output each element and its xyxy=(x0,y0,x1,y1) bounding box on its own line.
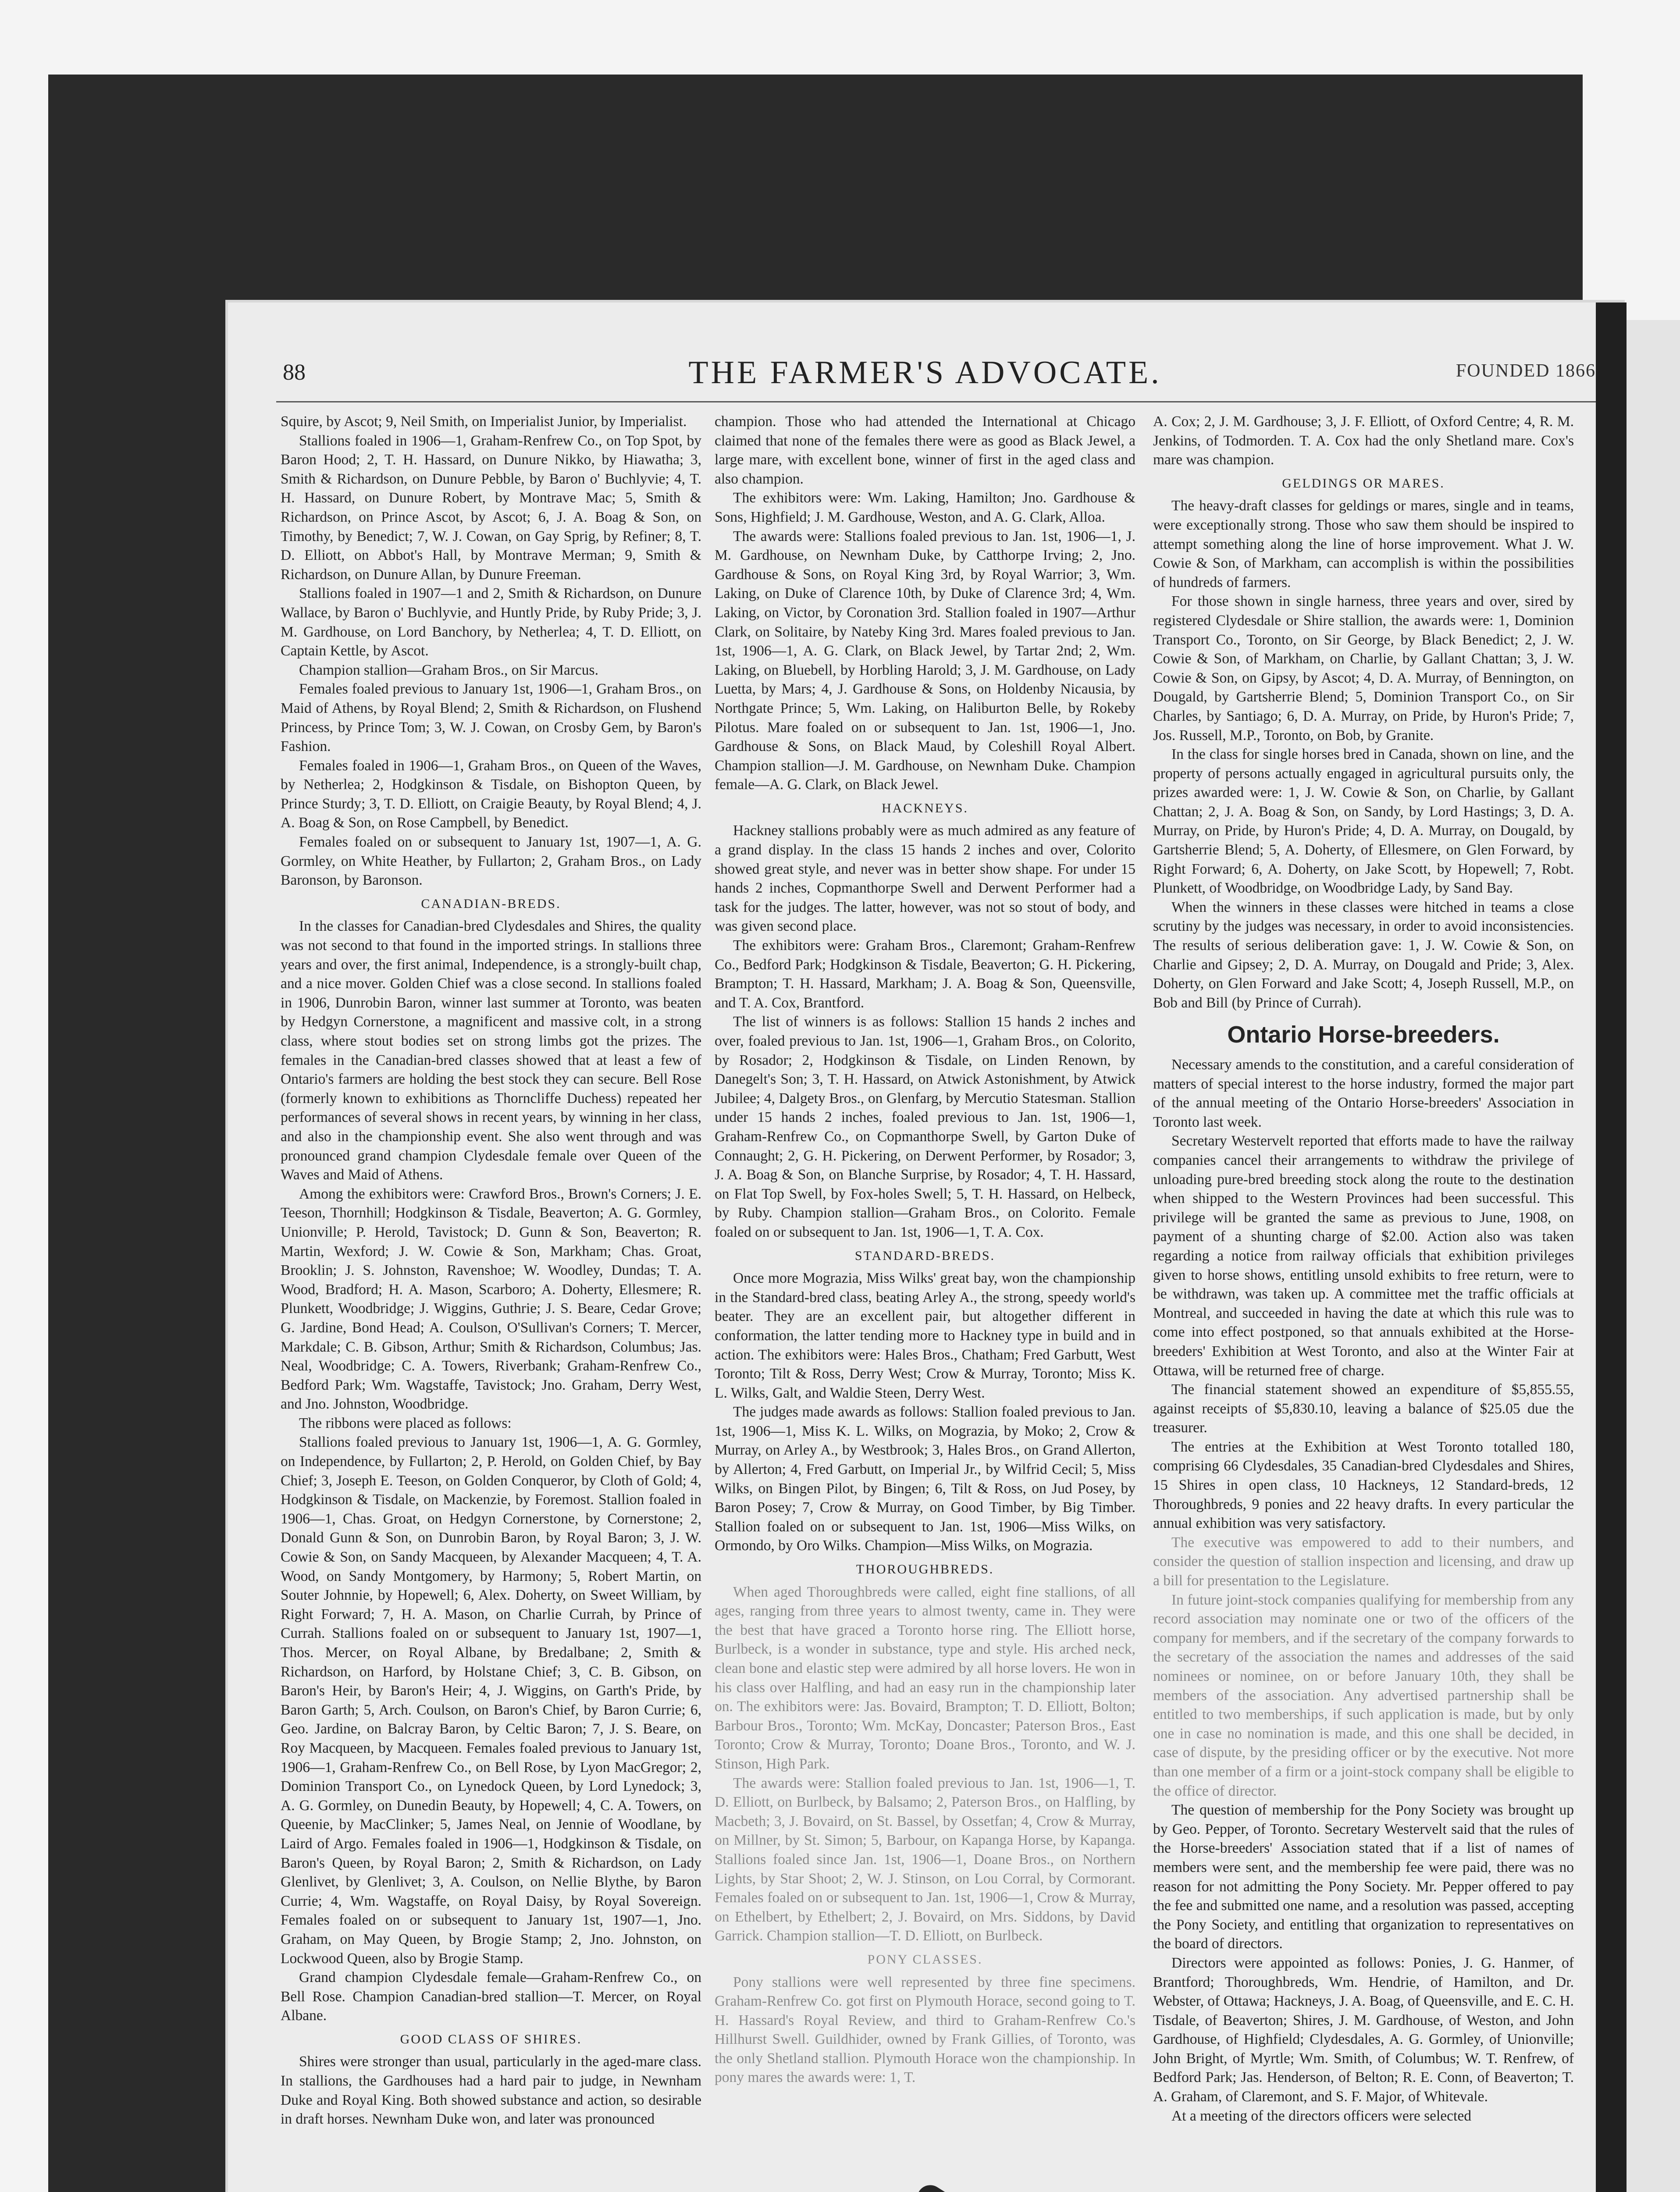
column-2 xyxy=(715,412,1135,2192)
paragraph: The list of winners is as follows: Stallion 15 hands 2 inches and over, foaled previous to Jan. 1st, 1906—1, Graham Bros., on Colorito, by Rosador; 2, Hodgkinson & Tisdale, on Linden Renown, by Danegelt's Son; 3, T. H. Hassard, on Atwick Astonishment, by Atwick Jubilee; 4, Dalgety Bros., on Glenfarg, by Mercutio Statesman. Stallion under 15 hands 2 inches, foaled previous to Jan. 1st, 1906—1, Graham-Renfrew Co., on Copmanthorpe Swell, by Garton Duke of Connaught; 2, G. H. Pickering, on Derwent Performer, by Rosador; 3, J. A. Boag & Son, on Blanche Surprise, by Rosador; 4, T. H. Hassard, on Flat Top Swell, by Fox-holes Swell; 5, T. H. Hassard, on Helbeck, by Ruby. Champion stallion—Graham Bros., on Colorito. Female foaled on or subsequent to Jan. 1st, 1906—1, T. A. Cox. xyxy=(715,1014,1135,1240)
paragraph: The entries at the Exhibition at West Toronto totalled 180, comprising 66 Clydesdales, 35 Canadian-bred Clydesdales and Shires, 15 Shires in open class, 10 Hackneys, 12 Standard-breds, 12 Thoroughbreds, 9 ponies and 22 heavy drafts. In every particular the annual exhibition was very satisfactory. xyxy=(1153,1438,1574,1532)
underlying-page-edge xyxy=(1622,320,1680,2192)
page-number: 88 xyxy=(283,360,306,385)
paragraph: Grand champion Clydesdale female—Graham-Renfrew Co., on Bell Rose. Champion Canadian-bred stallion—T. Mercer, on Royal Albane. xyxy=(281,1969,701,2024)
paragraph: Secretary Westervelt reported that efforts made to have the railway companies cancel their arrangements to withdraw the privilege of unloading pure-bred breeding stock along the route to the destination when shipped to the Western Provinces had been successful. This privilege will be granted the same as previous to June, 1908, on payment of a shunting charge of $2.00. Action also was taken regarding a notice from railway officials that exhibition privileges given to horse shows, entitling unsold exhibits to free return, were to be withdrawn, was taken up. A committee met the traffic officials at Montreal, and succeeded in having the date at which this rule was to come into effect postponed, so that annuals exhibited at the Horse-breeders' Exhibition at West Toronto, and also at the Winter Fair at Ottawa, will be returned free of charge. xyxy=(1153,1133,1574,1379)
section-heading: PONY CLASSES. xyxy=(867,1952,983,1967)
paragraph: When aged Thoroughbreds were called, eight fine stallions, of all ages, ranging from three years to almost twenty, came in. They were the best that have graced a Toronto horse ring. The Elliott horse, Burlbeck, is a wonder in substance, type and style. His arched neck, clean bone and elastic step were admired by all horse lovers. He won in his class over Halfling, and had an easy run in the championship later on. The exhibitors were: Jas. Bovaird, Brampton; T. D. Elliott, Bolton; Barbour Bros., Toronto; Wm. McKay, Doncaster; Paterson Bros., East Toronto; Crow & Murray, Toronto; Doane Bros., Toronto, and W. J. Stinson, High Park. xyxy=(715,1584,1135,1772)
article-headline: Ontario Horse-breeders. xyxy=(1227,1021,1500,1048)
paragraph: The awards were: Stallion foaled previous to Jan. 1st, 1906—1, T. D. Elliott, on Burlbeck, by Balsamo; 2, Paterson Bros., on Halfling, by Macbeth; 3, J. Bovaird, on St. Bassel, by Ossetfan; 4, Crow & Murray, on Millner, by St. Simon; 5, Barbour, on Kapanga Horse, by Kapanga. Stallions foaled since Jan. 1st, 1906—1, Doane Bros., on Northern Lights, by Star Shoot; 2, W. J. Stinson, on Lou Corral, by Cormorant. Females foaled on or subsequent to Jan. 1st, 1906—1, Crow & Murray, on Ethelbert, by Ethelbert; 2, J. Bovaird, on Mrs. Siddons, by David Garrick. Champion stallion—T. D. Elliott, on Burlbeck. xyxy=(715,1775,1135,1944)
paragraph: Pony stallions were well represented by three fine specimens. Graham-Renfrew Co. got first on Plymouth Horace, second going to T. H. Hassard's Royal Review, and third to Graham-Renfrew Co.'s Hillhurst Swell. Guildhider, owned by Frank Gillies, of Toronto, was the only Shetland stallion. Plymouth Horace won the championship. In pony mares the awards were: 1, T. xyxy=(715,1974,1135,2086)
section-heading: GELDINGS OR MARES. xyxy=(1282,476,1445,491)
paragraph: The exhibitors were: Wm. Laking, Hamilton; Jno. Gardhouse & Sons, Highfield; J. M. Gardhouse, Weston, and A. G. Clark, Alloa. xyxy=(715,490,1135,525)
section-heading: CANADIAN-BREDS. xyxy=(421,896,561,911)
paragraph: The awards were: Stallions foaled previous to Jan. 1st, 1906—1, J. M. Gardhouse, on Newnham Duke, by Catthorpe Irving; 2, Jno. Gardhouse & Sons, on Royal King 3rd, by Royal Warrior; 3, Wm. Laking, on Duke of Clarence 10th, by Duke of Clarence 3rd; 4, Wm. Laking, on Victor, by Coronation 3rd. Stallion foaled in 1907—Arthur Clark, on Solitaire, by Nateby King 3rd. Mares foaled previous to Jan. 1st, 1906—1, A. G. Clark, on Black Jewel, by Tartar 2nd; 2, Wm. Laking, on Bluebell, by Horbling Harold; 3, J. M. Gardhouse, on Lady Luetta, by Mars; 4, J. Gardhouse & Sons, on Holdenby Nicausia, by Northgate Prince; 5, Wm. Laking, on Haliburton Belle, by Rokeby Pilotus. Mare foaled on or subsequent to Jan. 1st, 1906—1, Jno. Gardhouse & Sons, on Black Maud, by Coleshill Royal Albert. Champion stallion—J. M. Gardhouse, on Newnham Duke. Champion female—A. G. Clark, on Black Jewel. xyxy=(715,528,1135,793)
paragraph: Females foaled in 1906—1, Graham Bros., on Queen of the Waves, by Netherlea; 2, Hodgkinson & Tisdale, on Bishopton Queen, by Prince Sturdy; 3, T. D. Elliott, on Craigie Beauty, by Royal Blend; 4, J. A. Boag & Son, on Rose Campbell, by Benedict. xyxy=(281,757,701,831)
column-1 xyxy=(281,412,701,2192)
paragraph: The judges made awards as follows: Stallion foaled previous to Jan. 1st, 1906—1, Miss K. L. Wilks, on Mograzia, by Moko; 2, Crow & Murray, on Arley A., by Westbrook; 3, Hales Bros., on Grand Allerton, by Allerton; 4, Fred Garbutt, on Imperial Jr., by Wilfrid Cecil; 5, Miss Wilks, on Bingen Pilot, by Bingen; 6, Tilt & Ross, on Jud Posey, by Baron Posey; 7, Crow & Murray, on Good Timber, by Big Timber. Stallion foaled on or subsequent to Jan. 1st, 1906—Miss Wilks, on Ormondo, by Oro Wilks. Champion—Miss Wilks, on Mograzia. xyxy=(715,1404,1135,1554)
paragraph: In future joint-stock companies qualifying for membership from any record association may nominate one or two of the officers of the company for members, and if the secretary of the company forwards to the secretary of the association the names and addresses of the said nominees or nominee, on or before January 10th, they shall be members of the association. Any advertised partnership shall be entitled to two memberships, if such application is made, but by only one in case no nomination is made, and this one shall be decided, in case of dispute, by the presiding officer or by the executive. Not more than one member of a firm or a joint-stock company shall be eligible to the office of director. xyxy=(1153,1591,1574,1799)
paragraph: The executive was empowered to add to their numbers, and consider the question of stallion inspection and licensing, and draw up a bill for presentation to the Legislature. xyxy=(1153,1534,1574,1589)
paragraph: Once more Mograzia, Miss Wilks' great bay, won the championship in the Standard-bred class, beating Arley A., the strong, speedy world's beater. They are an excellent pair, but altogether different in conformation, the latter tending more to Hackney type in build and in action. The exhibitors were: Hales Bros., Chatham; Fred Garbutt, West Toronto; Tilt & Ross, Derry West; Crow & Murray, Toronto; Miss K. L. Wilks, Galt, and Waldie Steen, Derry West. xyxy=(715,1270,1135,1401)
paragraph: For those shown in single harness, three years and over, sired by registered Clydesdale or Shire stallion, the awards were: 1, Dominion Transport Co., Toronto, on Sir George, by Black Benedict; 2, J. W. Cowie & Son, of Markham, on Charlie, by Gallant Chattan; 3, J. W. Cowie & Son, on Gipsy, by Ascot; 4, D. A. Murray, of Bennington, on Dougald, by Gartsherrie Blend; 5, Dominion Transport Co., on Sir Charles, by Santiago; 6, D. A. Murray, on Pride, by Huron's Pride; 7, Jos. Russell, M.P., Toronto, on Bob, by Granite. xyxy=(1153,593,1574,744)
paragraph: Stallions foaled in 1906—1, Graham-Renfrew Co., on Top Spot, by Baron Hood; 2, T. H. Hassard, on Dunure Nikko, by Hiawatha; 3, Smith & Richardson, on Dunure Pebble, by Baron o' Buchlyvie; 4, T. H. Hassard, on Dunure Robert, by Montrave Mac; 5, Smith & Richardson, on Prince Ascot, by Ascot; 6, J. A. Boag & Son, on Timothy, by Benedict; 7, W. J. Cowan, on Gay Sprig, by Refiner; 8, T. D. Elliott, on Abbot's Hall, by Montrave Merman; 9, Smith & Richardson, on Dunure Allan, by Dunure Freeman. xyxy=(281,432,701,583)
paragraph: The heavy-draft classes for geldings or mares, single and in teams, were exceptionally strong. Those who saw them should be inspired to attempt something along the line of horse improvement. What J. W. Cowie & Son, of Markham, can accomplish is within the possibilities of hundreds of farmers. xyxy=(1153,498,1574,591)
paragraph: champion. Those who had attended the International at Chicago claimed that none of the females there were as good as Black Jewel, a large mare, with excellent bone, winner of first in the aged class and also champion. xyxy=(715,413,1135,487)
paragraph: Females foaled previous to January 1st, 1906—1, Graham Bros., on Maid of Athens, by Royal Blend; 2, Smith & Richardson, on Flushend Princess, by Prince Tom; 3, W. J. Cowan, on Crosby Gem, by Baron's Fashion. xyxy=(281,681,701,755)
paragraph: Stallions foaled in 1907—1 and 2, Smith & Richardson, on Dunure Wallace, by Baron o' Buchlyvie, and Huntly Pride, by Ruby Pride; 3, J. M. Gardhouse, on Lord Banchory, by Netherlea; 4, T. D. Elliott, on Captain Kettle, by Ascot. xyxy=(281,585,701,659)
paragraph: Shires were stronger than usual, particularly in the aged-mare class. In stallions, the Gardhouses had a hard pair to judge, in Newnham Duke and Royal King. Both showed substance and action, so desirable in draft horses. Newnham Duke won, and later was pronounced xyxy=(281,2053,701,2128)
paragraph: Hackney stallions probably were as much admired as any feature of a grand display. In the class 15 hands 2 inches and over, Colorito showed great style, and never was in better show shape. For under 15 hands 2 inches, Copmanthorpe Swell and Derwent Performer had a task for the judges. The latter, however, was not so stout of body, and was given second place. xyxy=(715,822,1135,935)
paragraph: Champion stallion—Graham Bros., on Sir Marcus. xyxy=(299,662,598,678)
paragraph: Necessary amends to the constitution, and a careful consideration of matters of special interest to the horse industry, formed the major part of the annual meeting of the Ontario Horse-breeders' Association in Toronto last week. xyxy=(1153,1057,1574,1130)
masthead-title: THE FARMER'S ADVOCATE. xyxy=(688,355,1162,391)
paragraph: Directors were appointed as follows: Ponies, J. G. Hanmer, of Brantford; Thoroughbreds, Wm. Hendrie, of Hamilton, and Dr. Webster, of Ottawa; Hackneys, J. A. Boag, of Queensville, and E. C. H. Tisdale, of Beaverton; Shires, J. M. Gardhouse, of Weston, and John Gardhouse, of Highfield; Clydesdales, A. G. Gormley, of Unionville; John Bright, of Myrtle; Wm. Smith, of Columbus; W. T. Renfrew, of Bedford Park; Jas. Henderson, of Belton; R. E. Conn, of Beaverton; T. A. Graham, of Claremont, and S. F. Major, of Whitevale. xyxy=(1153,1954,1574,2105)
paragraph: Females foaled on or subsequent to January 1st, 1907—1, A. G. Gormley, on White Heather, by Fullarton; 2, Graham Bros., on Lady Baronson, by Baronson. xyxy=(281,834,701,889)
section-heading: STANDARD-BREDS. xyxy=(854,1248,996,1263)
column-3 xyxy=(1153,412,1574,2192)
paragraph: The ribbons were placed as follows: xyxy=(299,1415,512,1431)
paragraph: Squire, by Ascot; 9, Neil Smith, on Imperialist Junior, by Imperialist. xyxy=(281,413,687,430)
paragraph: The question of membership for the Pony Society was brought up by Geo. Pepper, of Toronto. Secretary Westervelt said that the rules of the Horse-breeders' Association stated that if a list of names of members were sent, and the membership fee were paid, there was no reason for not admitting the Pony Society. Mr. Pepper offered to pay the fee and submitted one name, and a resolution was passed, accepting the Pony Society, and entitling that organization to representatives on the board of directors. xyxy=(1153,1802,1574,1952)
paragraph: A. Cox; 2, J. M. Gardhouse; 3, J. F. Elliott, of Oxford Centre; 4, R. M. Jenkins, of Todmorden. T. A. Cox had the only Shetland mare. Cox's mare was champion. xyxy=(1153,413,1574,468)
newspaper-page xyxy=(228,302,1622,2192)
paragraph: Stallions foaled previous to January 1st, 1906—1, A. G. Gormley, on Independence, by Fullarton; 2, P. Herold, on Golden Chief, by Bay Chief; 3, Joseph E. Teeson, on Golden Conqueror, by Cloth of Gold; 4, Hodgkinson & Tisdale, on Mackenzie, by Foremost. Stallion foaled in 1906—1, Chas. Groat, on Hedgyn Cornerstone, by Cornerstone; 2, Donald Gunn & Son, on Dunrobin Baron, by Royal Baron; 3, J. W. Cowie & Son, on Sandy Macqueen, by Alexander Macqueen; 4, T. A. Wood, on Sandy Montgomery, by Harmony; 5, Robert Martin, on Souter Johnnie, by Hopewell; 6, Alex. Doherty, on Sweet William, by Right Forward; 7, H. A. Mason, on Charlie Currah, by Prince of Currah. Stallions foaled on or subsequent to January 1st, 1907—1, Thos. Mercer, on Royal Albane, by Bredalbane; 2, Smith & Richardson, on Harford, by Holstane Chief; 3, C. B. Gibson, on Baron's Heir, by Baron's Heir; 4, J. Wiggins, on Garth's Pride, by Baron Garth; 5, Arch. Coulson, on Baron's Chief, by Baron Currie; 6, Geo. Jardine, on Balcray Baron, by Celtic Baron; 7, J. S. Beare, on Roy Macqueen, by Macqueen. Females foaled previous to January 1st, 1906—1, Graham-Renfrew Co., on Bell Rose, by Lyon MacGregor; 2, Dominion Transport Co., on Lynedock Queen, by Lord Lynedock; 3, A. G. Gormley, on Dunedin Beauty, by Hopewell; 4, C. A. Towers, on Queenie, by MacClinker; 5, James Neal, on Jennie of Woodlane, by Laird of Argo. Females foaled in 1906—1, Hodgkinson & Tisdale, on Baron's Queen, by Royal Baron; 2, Smith & Richardson, on Lady Glenlivet, by Glenlivet; 3, A. Coulson, on Nellie Blythe, by Baron Currie; 4, Wm. Wagstaffe, on Royal Daisy, by Royal Sovereign. Females foaled on or subsequent to January 1st, 1907—1, Jno. Graham, on May Queen, by Brogie Stamp; 2, Jno. Johnston, on Lockwood Queen, also by Brogie Stamp. xyxy=(281,1434,701,1967)
paragraph: At a meeting of the directors officers were selected xyxy=(1171,2107,1471,2124)
paragraph: The exhibitors were: Graham Bros., Claremont; Graham-Renfrew Co., Bedford Park; Hodgkinson & Tisdale, Beaverton; G. H. Pickering, Brampton; T. H. Hassard, Markham; J. A. Boag & Son, Queensville, and T. A. Cox, Brantford. xyxy=(715,937,1135,1011)
section-heading: THOROUGHBREDS. xyxy=(856,1562,994,1577)
founded-label: FOUNDED 1866 xyxy=(1456,361,1596,381)
paragraph: In the class for single horses bred in Canada, shown on line, and the property of persons actually engaged in agricultural pursuits only, the prizes awarded were: 1, J. W. Cowie & Son, on Charlie, by Gallant Chattan; 2, J. A. Boag & Son, on Sandy, by Lord Hastings; 3, D. A. Murray, on Pride, by Huron's Pride; 4, D. A. Murray, on Dougald, by Gartsherrie Blend; 5, A. Doherty, of Ellesmere, on Glen Forward, by Right Forward; 6, A. Doherty, on Jake Scott, by Hopewell; 7, Robt. Plunkett, of Woodbridge, on Woodbridge Lady, by Sand Bay. xyxy=(1153,746,1574,897)
section-heading: GOOD CLASS OF SHIRES. xyxy=(400,2032,582,2046)
header-rule xyxy=(276,401,1605,402)
paragraph: The financial statement showed an expenditure of $5,855.55, against receipts of $5,830.10, leaving a balance of $25.05 due the treasurer. xyxy=(1153,1381,1574,1436)
paragraph: Among the exhibitors were: Crawford Bros., Brown's Corners; J. E. Teeson, Thornhill; Hodgkinson & Tisdale, Beaverton; A. G. Gormley, Unionville; P. Herold, Tavistock; D. Gunn & Son, Beaverton; R. Martin, Wexford; J. W. Cowie & Son, Markham; Chas. Groat, Brooklin; J. S. Johnston, Ravenshoe; W. Woodley, Dundas; T. A. Wood, Bradford; H. A. Mason, Scarboro; A. Doherty, Ellesmere; R. Plunkett, Woodbridge; J. Wiggins, Guthrie; J. S. Beare, Cedar Grove; G. Jardine, Bond Head; A. Coulson, O'Sullivan's Corners; T. Mercer, Markdale; C. B. Gibson, Arthur; Smith & Richardson, Columbus; Jas. Neal, Woodbridge; C. A. Towers, Riverbank; Graham-Renfrew Co., Bedford Park; Wm. Wagstaffe, Tavistock; Jno. Graham, Derry West, and Jno. Johnston, Woodbridge. xyxy=(281,1185,701,1413)
section-heading: HACKNEYS. xyxy=(882,801,968,815)
paragraph: When the winners in these classes were hitched in teams a close scrutiny by the judges was necessary, in order to avoid inconsistencies. The results of serious deliberation gave: 1, J. W. Cowie & Son, on Charlie and Gipsey; 2, D. A. Murray, on Dougald and Pride; 3, Alex. Doherty, on Glen Forward and Jake Scott; 4, Joseph Russell, M.P., on Bob and Bill (by Prince of Currah). xyxy=(1153,899,1574,1011)
paragraph: In the classes for Canadian-bred Clydesdales and Shires, the quality was not second to that found in the imported strings. In stallions three years and over, the first animal, Independence, is a strongly-built chap, and a nice mover. Golden Chief was a close second. In stallions foaled in 1906, Dunrobin Baron, winner last summer at Toronto, was beaten by Hedgyn Cornerstone, a magnificent and massive colt, in a strong class, where stout bodies set on strong limbs got the prizes. The females in the Canadian-bred classes showed that at least a few of Ontario's farmers are holding the best stock they can secure. Bell Rose (formerly known to exhibitions as Thorncliffe Duchess) repeated her performances of several shows in recent years, by winning in her class, and also in the championship event. She also went through and was pronounced grand champion Clydesdale female over Queen of the Waves and Maid of Athens. xyxy=(281,918,701,1183)
page-edge-shadow xyxy=(1596,302,1627,2192)
